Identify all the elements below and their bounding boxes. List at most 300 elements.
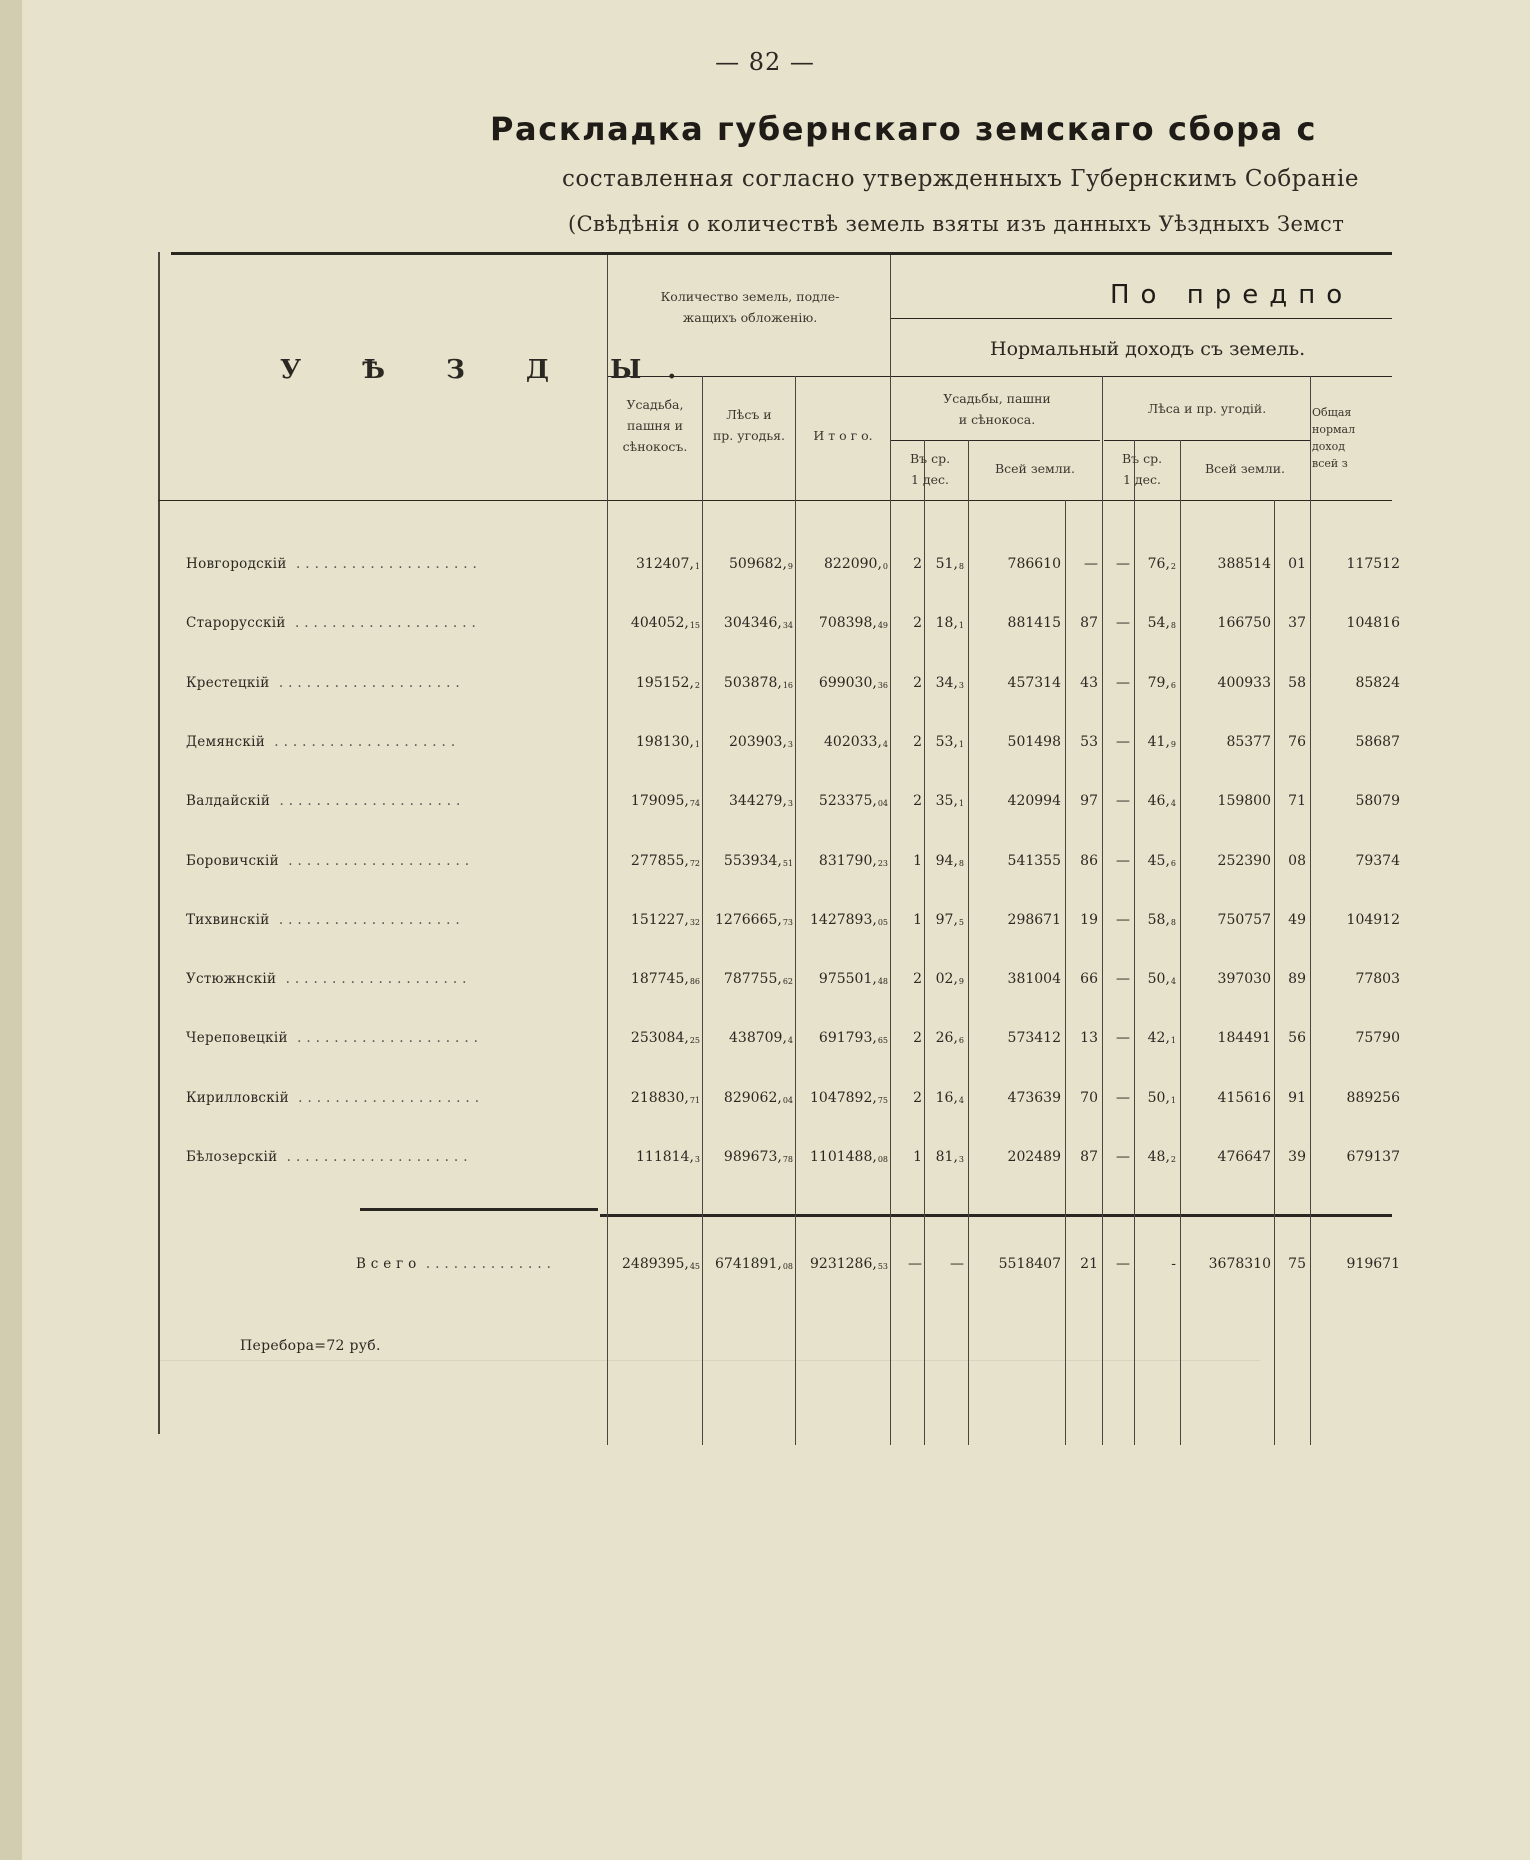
row-name <box>356 1256 556 1272</box>
cell-value: 3678310 <box>1208 1256 1271 1272</box>
row-name-text: Валдайскій <box>186 793 271 809</box>
cell-fraction: 32 <box>689 918 700 927</box>
col-rule <box>1310 376 1311 1445</box>
row-name-text: Боровичскій <box>186 853 279 869</box>
leader-dots: .................... <box>287 1030 483 1046</box>
cell-value: 94 <box>935 853 954 869</box>
col-rule <box>968 440 969 1445</box>
table-cell-ak <box>936 1090 964 1106</box>
decimal-comma: , <box>877 556 882 572</box>
table-cell-l <box>729 793 793 809</box>
table-cell-ck <box>1171 1256 1176 1272</box>
cell-fraction: 51 <box>782 859 793 868</box>
table-cell-t <box>824 734 888 750</box>
table-cell-ak <box>936 1149 964 1165</box>
table-cell-c <box>1116 675 1130 691</box>
cell-value: 203903 <box>729 734 783 750</box>
table-cell-bk <box>1080 675 1098 691</box>
cell-fraction: 9 <box>958 977 964 986</box>
cell-fraction: 48 <box>877 977 888 986</box>
cell-value: 91 <box>1288 1090 1306 1106</box>
cell-value: — <box>1116 675 1130 691</box>
decimal-comma: , <box>872 793 877 809</box>
cell-value: 2 <box>913 971 922 987</box>
cell-value: — <box>1116 734 1130 750</box>
table-cell-ak <box>936 793 964 809</box>
cell-value: 298671 <box>1007 912 1061 928</box>
table-cell-dk <box>1288 675 1306 691</box>
decimal-comma: , <box>782 1030 787 1046</box>
cell-value: 541355 <box>1007 853 1061 869</box>
cell-value: 26 <box>935 1030 954 1046</box>
table-cell-bk <box>1080 1030 1098 1046</box>
decimal-comma: , <box>872 1030 877 1046</box>
decimal-comma: , <box>877 734 882 750</box>
cell-value: 2 <box>913 556 922 572</box>
cell-value: 104912 <box>1346 912 1400 928</box>
row-name <box>186 1149 473 1165</box>
cell-value: 397030 <box>1217 971 1271 987</box>
cell-value: 56 <box>1288 1030 1306 1046</box>
cell-value: 750757 <box>1217 912 1271 928</box>
table-left-rule <box>158 252 160 1434</box>
header-vsei-zemli-2: Всей земли. <box>1204 461 1286 476</box>
cell-value: — <box>1116 1256 1130 1272</box>
decimal-comma: , <box>872 853 877 869</box>
cell-value: 1276665 <box>715 912 778 928</box>
row-name-text: Тихвинскій <box>186 912 270 928</box>
rule-usadby <box>890 440 1100 441</box>
cell-value: 195152 <box>636 675 690 691</box>
decimal-comma: , <box>872 1149 877 1165</box>
cell-fraction: 2 <box>1170 1155 1176 1164</box>
table-cell-d <box>1209 1256 1271 1272</box>
cell-value: 198130 <box>636 734 690 750</box>
table-cell-ck <box>1148 1030 1176 1046</box>
table-cell-dk <box>1288 1030 1306 1046</box>
table-cell-c <box>1116 1090 1130 1106</box>
decimal-comma: , <box>1165 793 1170 809</box>
col-rule <box>702 376 703 1445</box>
table-cell-e <box>1347 1149 1400 1165</box>
table-cell-b <box>1008 912 1061 928</box>
col-rule <box>1274 500 1275 1445</box>
table-cell-a <box>913 912 922 928</box>
decimal-comma: , <box>872 1090 877 1106</box>
table-cell-l <box>729 734 793 750</box>
table-cell-l <box>729 556 793 572</box>
cell-value: — <box>1116 912 1130 928</box>
cell-fraction: 78 <box>782 1155 793 1164</box>
col-rule <box>1134 440 1135 1445</box>
table-cell-l <box>715 1256 793 1272</box>
cell-value: 08 <box>1288 853 1306 869</box>
cell-value: 277855 <box>630 853 685 869</box>
table-cell-b <box>1008 793 1061 809</box>
cell-value: 02 <box>935 971 954 987</box>
cell-value: 2 <box>913 1090 922 1106</box>
decimal-comma: , <box>777 615 782 631</box>
table-cell-bk <box>1084 556 1098 572</box>
cell-value: 312407 <box>636 556 690 572</box>
cell-value: 829062 <box>723 1090 778 1106</box>
cell-value: — <box>1116 1090 1130 1106</box>
decimal-comma: , <box>684 971 689 987</box>
cell-fraction: 16 <box>782 681 793 690</box>
decimal-comma: , <box>689 556 694 572</box>
cell-fraction: 1 <box>958 740 964 749</box>
table-cell-b <box>1008 556 1061 572</box>
decimal-comma: , <box>1165 971 1170 987</box>
cell-value: 117512 <box>1346 556 1400 572</box>
cell-fraction: 74 <box>689 799 700 808</box>
cell-fraction: 71 <box>689 1096 700 1105</box>
header-po-predpo: По предпо <box>1110 280 1354 310</box>
leader-dots: .................... <box>269 912 465 928</box>
cell-fraction: 4 <box>1170 799 1176 808</box>
row-name-text: Демянскій <box>186 734 265 750</box>
header-obshaya: Общая нормал доход всей з <box>1312 406 1356 470</box>
table-cell-l <box>724 615 793 631</box>
cell-value: 786610 <box>1007 556 1061 572</box>
cell-fraction: 6 <box>958 1036 964 1045</box>
cell-fraction: 3 <box>787 740 793 749</box>
decimal-comma: , <box>777 1256 782 1272</box>
table-cell-c <box>1116 556 1130 572</box>
table-cell-u <box>631 615 700 631</box>
decimal-comma: , <box>684 793 689 809</box>
decimal-comma: , <box>777 853 782 869</box>
cell-fraction: 53 <box>877 1262 888 1271</box>
cell-value: 81 <box>935 1149 954 1165</box>
table-cell-t <box>810 1256 888 1272</box>
cell-fraction: 2 <box>694 681 700 690</box>
table-cell-ck <box>1148 615 1176 631</box>
cell-value: 87 <box>1080 615 1098 631</box>
col-rule <box>890 255 891 1445</box>
decimal-comma: , <box>1165 1030 1170 1046</box>
table-cell-b <box>1008 853 1061 869</box>
cell-value: 889256 <box>1346 1090 1400 1106</box>
cell-value: 89 <box>1288 971 1306 987</box>
cell-fraction: 08 <box>877 1155 888 1164</box>
cell-value: 252390 <box>1217 853 1271 869</box>
cell-fraction: 0 <box>882 562 888 571</box>
decimal-comma: , <box>1165 1090 1170 1106</box>
decimal-comma: , <box>689 734 694 750</box>
table-cell-u <box>631 912 700 928</box>
leader-dots: .................... <box>270 793 466 809</box>
cell-fraction: 36 <box>877 681 888 690</box>
row-name-text: В с е г о <box>356 1256 417 1272</box>
cell-value: — <box>1116 556 1130 572</box>
cell-fraction: 08 <box>782 1262 793 1271</box>
cell-value: 2 <box>913 1030 922 1046</box>
table-cell-l <box>724 1090 793 1106</box>
header-vsr-1: Въ ср. 1 дес. <box>909 451 951 487</box>
table-cell-b <box>1008 1090 1061 1106</box>
table-cell-t <box>819 853 888 869</box>
cell-value: — <box>1116 615 1130 631</box>
row-name <box>186 556 482 572</box>
table-cell-bk <box>1080 615 1098 631</box>
table-cell-ck <box>1148 734 1176 750</box>
table-cell-d <box>1218 1090 1271 1106</box>
cell-fraction: 62 <box>782 977 793 986</box>
table-cell-c <box>1116 615 1130 631</box>
cell-value: 41 <box>1147 734 1166 750</box>
cell-fraction: 25 <box>689 1036 700 1045</box>
table-cell-e <box>1355 971 1400 987</box>
decimal-comma: , <box>872 1256 877 1272</box>
header-usadba: Усадьба, пашня и сѣнокосъ. <box>622 397 688 454</box>
cell-value: — <box>1116 1030 1130 1046</box>
cell-fraction: 04 <box>782 1096 793 1105</box>
header-usadby-pashni: Усадьбы, пашни и сѣнокоса. <box>943 391 1051 427</box>
cell-fraction: 3 <box>958 1155 964 1164</box>
cell-value: 501498 <box>1007 734 1061 750</box>
table-cell-d <box>1218 675 1271 691</box>
cell-fraction: 3 <box>787 799 793 808</box>
table-cell-t <box>810 1090 888 1106</box>
row-name-text: Череповецкій <box>186 1030 288 1046</box>
cell-value: 1 <box>913 1149 922 1165</box>
table-cell-a <box>913 853 922 869</box>
row-name-text: Устюжнскій <box>186 971 277 987</box>
table-cell-c <box>1116 912 1130 928</box>
total-rule-left <box>360 1208 598 1211</box>
cell-value: 699030 <box>818 675 873 691</box>
row-name <box>186 675 465 691</box>
cell-value: 304346 <box>723 615 778 631</box>
cell-fraction: 34 <box>782 621 793 630</box>
cell-value: 989673 <box>723 1149 778 1165</box>
cell-value: 166750 <box>1217 615 1271 631</box>
table-cell-d <box>1218 556 1271 572</box>
cell-value: 184491 <box>1217 1030 1271 1046</box>
cell-fraction: 8 <box>958 562 964 571</box>
cell-value: 79374 <box>1355 853 1400 869</box>
cell-value: 420994 <box>1007 793 1061 809</box>
table-cell-c <box>1116 1149 1130 1165</box>
table-cell-e <box>1355 793 1400 809</box>
cell-value: 79 <box>1147 675 1166 691</box>
decimal-comma: , <box>1165 615 1170 631</box>
cell-value: 34 <box>935 675 954 691</box>
cell-value: 76 <box>1288 734 1306 750</box>
decimal-comma: , <box>872 912 877 928</box>
col-rule <box>1102 376 1103 1445</box>
decimal-comma: , <box>953 853 958 869</box>
decimal-comma: , <box>953 675 958 691</box>
cell-fraction: 8 <box>1170 621 1176 630</box>
table-cell-ak <box>936 912 964 928</box>
cell-value: 43 <box>1080 675 1098 691</box>
table-cell-bk <box>1080 1256 1098 1272</box>
decimal-comma: , <box>689 1149 694 1165</box>
decimal-comma: , <box>684 1030 689 1046</box>
cell-value: 202489 <box>1007 1149 1061 1165</box>
header-bottom-rule <box>158 500 1392 501</box>
cell-fraction: 6 <box>1170 681 1176 690</box>
decimal-comma: , <box>684 912 689 928</box>
cell-fraction: 75 <box>877 1096 888 1105</box>
cell-value: 708398 <box>818 615 873 631</box>
table-cell-dk <box>1288 1149 1306 1165</box>
cell-value: 1 <box>913 853 922 869</box>
cell-value: 400933 <box>1217 675 1271 691</box>
decimal-comma: , <box>953 971 958 987</box>
table-cell-c <box>1116 734 1130 750</box>
cell-fraction: 05 <box>877 918 888 927</box>
cell-value: 18 <box>935 615 954 631</box>
decimal-comma: , <box>953 734 958 750</box>
cell-value: 388514 <box>1217 556 1271 572</box>
decimal-comma: , <box>1165 556 1170 572</box>
cell-value: 46 <box>1147 793 1166 809</box>
header-les: Лѣсъ и пр. угодья. <box>712 407 786 443</box>
cell-value: 71 <box>1288 793 1306 809</box>
cell-value: 75 <box>1288 1256 1306 1272</box>
bleed-through-area <box>160 1360 1260 1791</box>
cell-fraction: 3 <box>694 1155 700 1164</box>
leader-dots: .................... <box>278 853 475 869</box>
table-cell-l <box>724 1149 793 1165</box>
table-cell-ak <box>950 1256 964 1272</box>
col-rule <box>795 376 796 1445</box>
cell-fraction: 1 <box>1170 1036 1176 1045</box>
header-lesa-prochie: Лѣса и пр. угодій. <box>1147 401 1267 416</box>
cell-value: 523375 <box>818 793 873 809</box>
decimal-comma: , <box>953 1030 958 1046</box>
leader-dots: .................... <box>286 556 482 572</box>
decimal-comma: , <box>684 853 689 869</box>
table-cell-u <box>622 1256 700 1272</box>
table-cell-a <box>908 1256 922 1272</box>
table-cell-t <box>810 1149 888 1165</box>
table-cell-a <box>913 971 922 987</box>
rule-po <box>890 318 1392 319</box>
cell-value: 573412 <box>1007 1030 1061 1046</box>
table-cell-u <box>631 971 700 987</box>
cell-value: 77803 <box>1355 971 1400 987</box>
decimal-comma: , <box>872 675 877 691</box>
row-name-text: Бѣлозерскій <box>186 1149 278 1165</box>
leader-dots: .................... <box>285 615 481 631</box>
cell-fraction: 3 <box>958 681 964 690</box>
table-cell-dk <box>1288 615 1306 631</box>
table-cell-d <box>1218 793 1271 809</box>
table-cell-dk <box>1288 912 1306 928</box>
cell-fraction: 6 <box>1170 859 1176 868</box>
cell-value: 54 <box>1147 615 1166 631</box>
cell-fraction: 73 <box>782 918 793 927</box>
cell-value: 159800 <box>1217 793 1271 809</box>
table-cell-t <box>819 793 888 809</box>
cell-fraction: 86 <box>689 977 700 986</box>
leader-dots: .................... <box>276 971 472 987</box>
cell-value: 503878 <box>723 675 778 691</box>
table-cell-t <box>819 971 888 987</box>
table-cell-bk <box>1080 1090 1098 1106</box>
cell-fraction: 1 <box>958 799 964 808</box>
cell-fraction: 4 <box>958 1096 964 1105</box>
cell-value: 1427893 <box>810 912 873 928</box>
header-uezdy: У Ѣ З Д Ы. <box>280 355 703 385</box>
cell-fraction: 8 <box>1170 918 1176 927</box>
decimal-comma: , <box>777 1090 782 1106</box>
page-edge <box>0 0 22 1860</box>
cell-value: 2 <box>913 793 922 809</box>
cell-value: 151227 <box>630 912 685 928</box>
table-cell-c <box>1116 1030 1130 1046</box>
cell-value: 381004 <box>1007 971 1061 987</box>
table-cell-c <box>1116 971 1130 987</box>
table-cell-d <box>1226 734 1271 750</box>
table-cell-bk <box>1080 971 1098 987</box>
cell-value: 2 <box>913 734 922 750</box>
table-cell-c <box>1116 793 1130 809</box>
subtitle-line-2: (Свѣдѣнія о количествѣ земель взяты изъ данныхъ Уѣздныхъ Земст <box>568 212 1345 236</box>
cell-value: 822090 <box>824 556 878 572</box>
table-cell-ak <box>936 853 964 869</box>
cell-value: 42 <box>1147 1030 1166 1046</box>
table-cell-t <box>810 912 888 928</box>
cell-value: 344279 <box>729 793 783 809</box>
cell-fraction: 15 <box>689 621 700 630</box>
decimal-comma: , <box>1165 912 1170 928</box>
cell-value: 691793 <box>818 1030 873 1046</box>
cell-value: 438709 <box>729 1030 783 1046</box>
cell-value: 75790 <box>1355 1030 1400 1046</box>
header-vsei-zemli-1: Всей земли. <box>994 461 1076 476</box>
row-name-text: Старорусскій <box>186 615 286 631</box>
table-cell-b <box>1008 971 1061 987</box>
table-cell-u <box>636 734 700 750</box>
table-cell-l <box>724 971 793 987</box>
leader-dots: .................... <box>288 1090 485 1106</box>
table-cell-ak <box>936 675 964 691</box>
decimal-comma: , <box>953 556 958 572</box>
decimal-comma: , <box>1165 1149 1170 1165</box>
table-cell-ck <box>1148 853 1176 869</box>
table-cell-u <box>631 793 700 809</box>
cell-value: 1 <box>913 912 922 928</box>
table-cell-a <box>913 675 922 691</box>
cell-value: 187745 <box>630 971 685 987</box>
decimal-comma: , <box>777 675 782 691</box>
row-name <box>186 615 481 631</box>
col-rule <box>607 255 608 1445</box>
table-cell-l <box>724 675 793 691</box>
table-cell-ck <box>1148 971 1176 987</box>
cell-value: 457314 <box>1007 675 1061 691</box>
cell-value: 97 <box>935 912 954 928</box>
cell-fraction: 65 <box>877 1036 888 1045</box>
table-cell-e <box>1355 1030 1400 1046</box>
table-cell-ak <box>936 556 964 572</box>
table-cell-e <box>1347 1256 1400 1272</box>
cell-fraction: 1 <box>694 562 700 571</box>
header-land-count: Количество земель, подле- жащихъ обложенію. <box>660 289 840 325</box>
header-normal-income: Нормальный доходъ съ земель. <box>990 338 1306 360</box>
cell-value: 2489395 <box>622 1256 685 1272</box>
table-cell-t <box>819 675 888 691</box>
col-rule <box>1065 500 1066 1445</box>
table-cell-bk <box>1080 1149 1098 1165</box>
cell-value: 97 <box>1080 793 1098 809</box>
cell-value: 218830 <box>630 1090 685 1106</box>
